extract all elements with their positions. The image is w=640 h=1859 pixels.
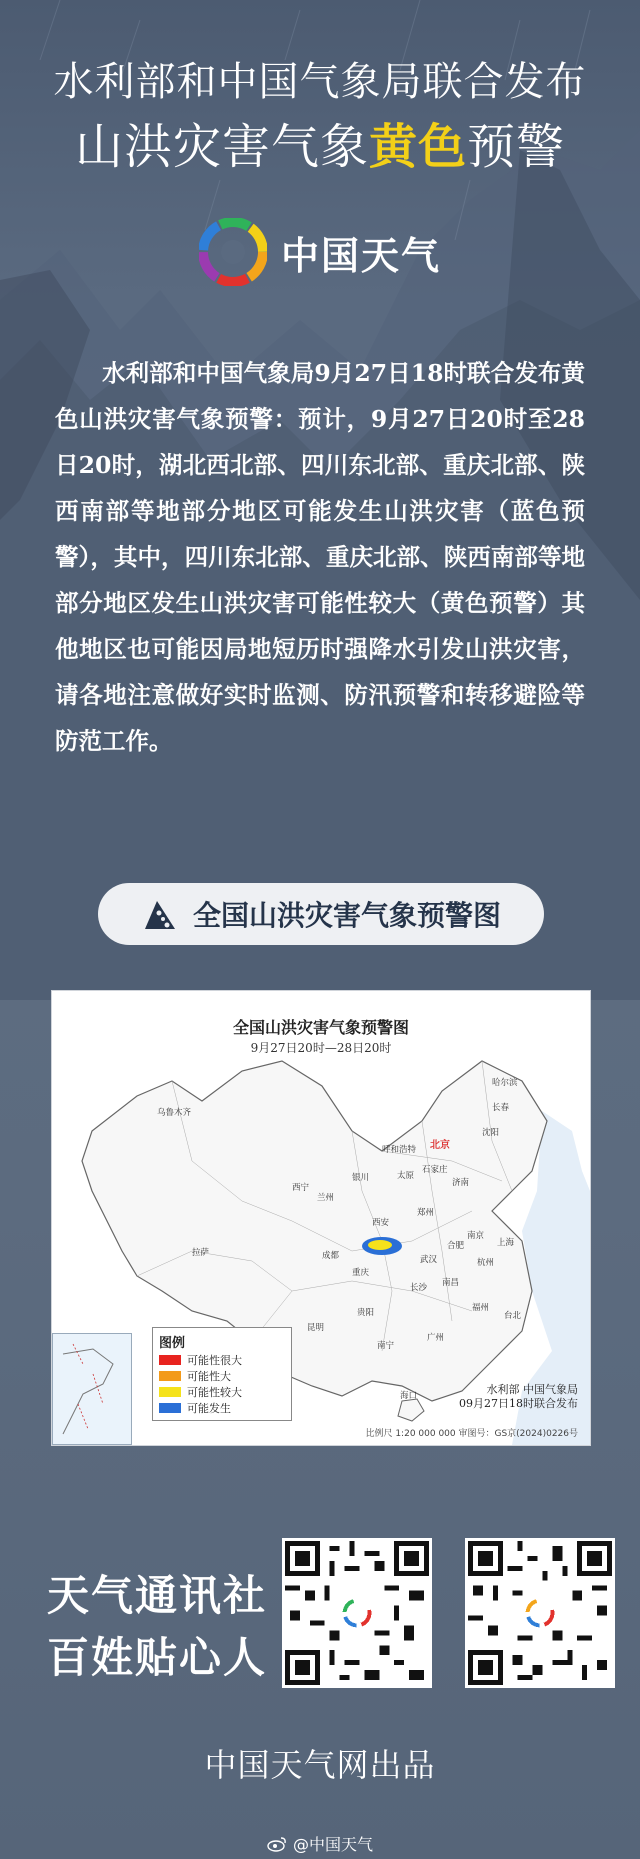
city-label: 拉萨 bbox=[192, 1248, 210, 1258]
weibo-icon bbox=[267, 1836, 287, 1852]
city-label: 哈尔滨 bbox=[492, 1078, 518, 1088]
city-label: 呼和浩特 bbox=[382, 1145, 417, 1155]
legend-title: 图例 bbox=[159, 1336, 186, 1351]
city-label: 广州 bbox=[427, 1333, 445, 1343]
map-legend bbox=[152, 1327, 292, 1421]
weibo-watermark bbox=[0, 1832, 640, 1855]
section-heading-label: 全国山洪灾害气象预警图 bbox=[192, 899, 501, 932]
qr-code-app[interactable] bbox=[465, 1538, 615, 1688]
map-subtitle: 9月27日20时—28日20时 bbox=[250, 1041, 392, 1055]
page-title-line1: 水利部和中国气象局联合发布 bbox=[53, 59, 587, 105]
weibo-handle: @中国天气 bbox=[292, 1835, 373, 1854]
city-label-capital: 北京 bbox=[430, 1140, 450, 1151]
producer-credit: 中国天气网出品 bbox=[204, 1746, 436, 1784]
legend-swatch-yellow bbox=[159, 1387, 181, 1397]
city-label: 上海 bbox=[497, 1238, 515, 1248]
city-label: 南京 bbox=[467, 1231, 485, 1241]
legend-swatch-red bbox=[159, 1355, 181, 1365]
city-label: 海口 bbox=[400, 1391, 418, 1401]
legend-swatch-orange bbox=[159, 1371, 181, 1381]
issuer-line1: 水利部 中国气象局 bbox=[486, 1383, 578, 1396]
city-label: 西安 bbox=[372, 1218, 390, 1228]
city-label: 郑州 bbox=[417, 1208, 435, 1218]
legend-item bbox=[159, 1401, 291, 1415]
city-label: 长沙 bbox=[410, 1283, 428, 1293]
city-label: 太原 bbox=[397, 1171, 415, 1181]
legend-item bbox=[159, 1385, 291, 1399]
title-suffix: 预警 bbox=[467, 119, 566, 175]
warning-paragraph-text: 水利部和中国气象局9月27日18时联合发布黄色山洪灾害气象预警：预计，9月27日20时至28日20时，湖北西北部、四川东北部、重庆北部、陕西南部等地部分地区可能发生山洪灾害（蓝色预警），其中，四川东北部、重庆北部、陕西南部等地部分地区发生山洪灾害可能性较大（黄色预警）其他地区也可能因局地短历时强降水引发山洪灾害，请各地注意做好实时监测、防汛预警和转移避险等防范工作。 bbox=[55, 359, 585, 755]
city-label: 昆明 bbox=[307, 1323, 325, 1333]
city-label: 长春 bbox=[492, 1103, 510, 1113]
warning-map bbox=[51, 990, 591, 1446]
title-highlight-yellow: 黄色 bbox=[368, 119, 467, 175]
legend-label: 可能性较大 bbox=[187, 1386, 242, 1399]
city-label: 武汉 bbox=[420, 1255, 438, 1265]
city-label: 福州 bbox=[472, 1303, 490, 1313]
title-prefix: 山洪灾害气象 bbox=[74, 119, 369, 175]
city-label: 济南 bbox=[452, 1178, 470, 1188]
china-weather-logo-icon bbox=[199, 218, 267, 286]
city-label: 石家庄 bbox=[422, 1165, 448, 1175]
city-label: 沈阳 bbox=[482, 1128, 500, 1138]
legend-swatch-blue bbox=[159, 1403, 181, 1413]
legend-label: 可能发生 bbox=[187, 1402, 231, 1415]
city-label: 银川 bbox=[352, 1173, 370, 1183]
city-label: 西宁 bbox=[292, 1183, 310, 1193]
map-scale-note: 比例尺 1:20 000 000 审图号：GS京(2024)0226号 bbox=[365, 1429, 578, 1439]
city-label: 杭州 bbox=[477, 1258, 495, 1268]
qr-code-wechat[interactable] bbox=[282, 1538, 432, 1688]
city-label: 兰州 bbox=[317, 1193, 335, 1203]
map-title: 全国山洪灾害气象预警图 bbox=[232, 1018, 409, 1037]
city-label: 南宁 bbox=[377, 1341, 395, 1351]
map-issuer bbox=[459, 1383, 578, 1411]
warning-zones bbox=[362, 1237, 402, 1255]
legend-item bbox=[159, 1353, 291, 1367]
china-map-outline bbox=[52, 991, 590, 1445]
city-label: 台北 bbox=[504, 1311, 522, 1321]
city-label: 合肥 bbox=[447, 1241, 465, 1251]
city-label: 贵阳 bbox=[357, 1308, 375, 1318]
warning-paragraph bbox=[55, 350, 585, 764]
issuer-line2: 09月27日18时联合发布 bbox=[459, 1397, 578, 1410]
section-heading bbox=[98, 883, 544, 945]
page-title-line2 bbox=[0, 108, 640, 177]
legend-label: 可能性很大 bbox=[187, 1354, 242, 1367]
slogan-line2: 百姓贴心人 bbox=[47, 1633, 268, 1682]
brand-logo bbox=[0, 218, 640, 286]
slogan bbox=[47, 1565, 267, 1689]
legend-item bbox=[159, 1369, 291, 1383]
city-label: 成都 bbox=[322, 1251, 340, 1261]
brand-name: 中国天气 bbox=[280, 233, 441, 278]
legend-label: 可能性大 bbox=[187, 1370, 231, 1383]
city-label: 南昌 bbox=[442, 1278, 460, 1288]
city-label: 乌鲁木齐 bbox=[157, 1108, 192, 1118]
city-label: 重庆 bbox=[352, 1268, 370, 1278]
slogan-line1: 天气通讯社 bbox=[47, 1571, 268, 1620]
south-sea-inset-map bbox=[52, 1333, 132, 1445]
landslide-icon bbox=[141, 895, 179, 933]
